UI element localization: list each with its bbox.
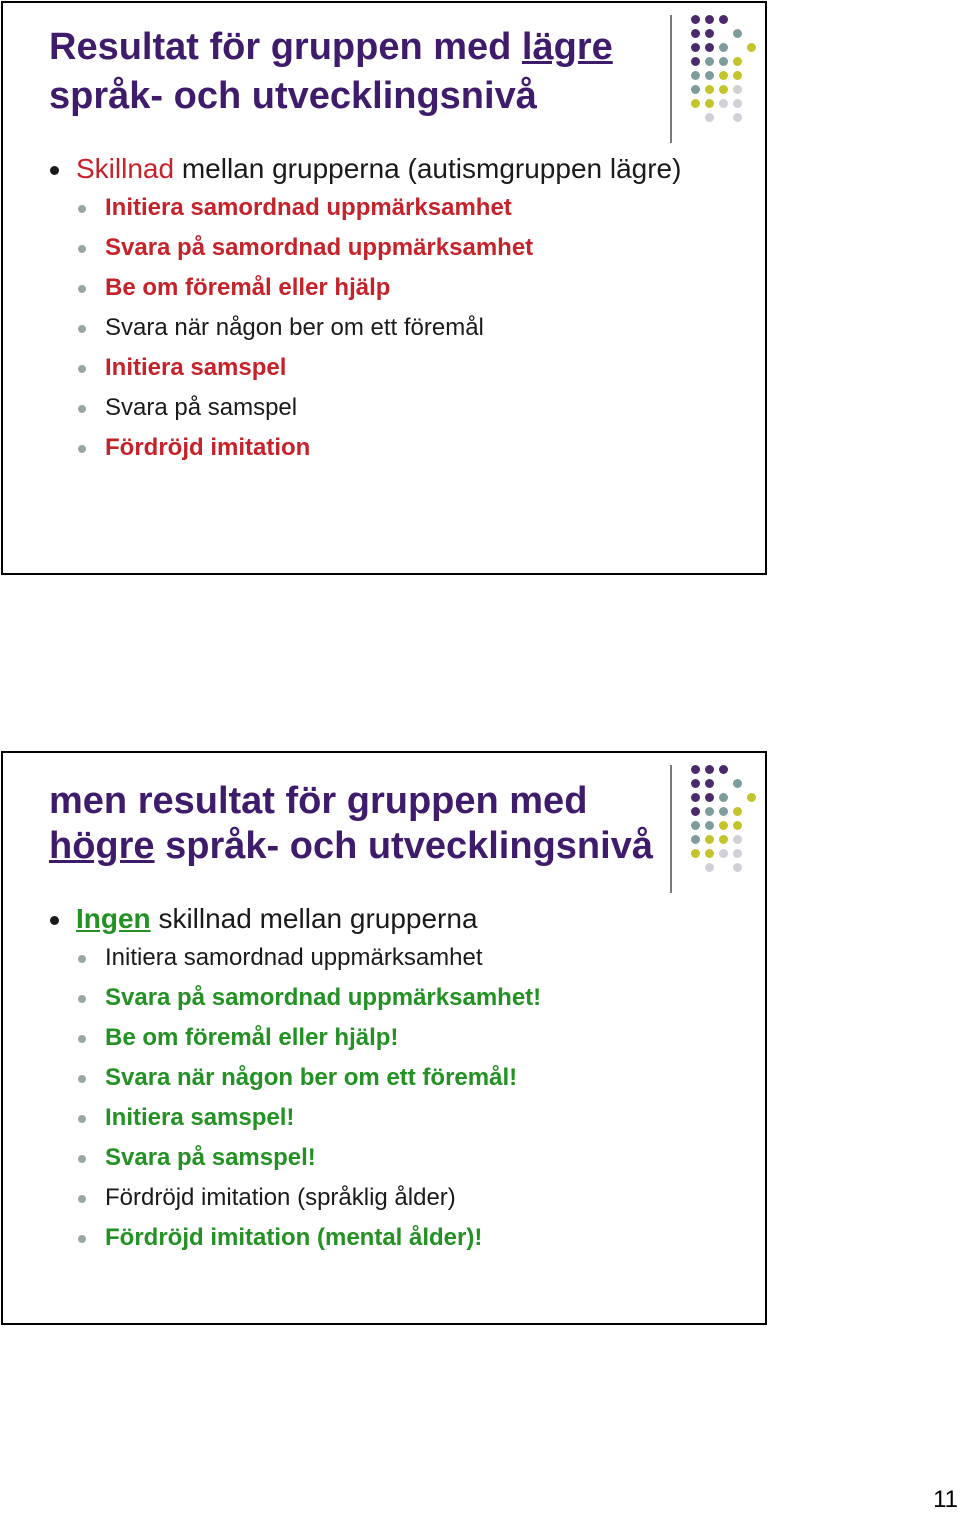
list-item: Initiera samspel: [46, 348, 706, 388]
list-item: Svara på samspel: [46, 388, 706, 428]
main-bullet-highlight: Ingen: [76, 903, 151, 934]
list-item: Initiera samordnad uppmärksamhet: [46, 938, 706, 978]
page-number: 11: [933, 1486, 958, 1513]
list-item: Svara på samordnad uppmärksamhet!: [46, 978, 706, 1018]
title-divider: [670, 765, 672, 893]
slide-1-body: [46, 150, 706, 468]
main-bullet-rest: mellan grupperna (autismgruppen lägre): [174, 153, 682, 184]
list-item: Initiera samspel!: [46, 1098, 706, 1138]
slide-1-title: [49, 23, 669, 121]
main-bullet: [46, 900, 706, 938]
main-bullet-highlight: Skillnad: [76, 153, 175, 184]
decorative-dot-grid: [687, 765, 767, 875]
list-item: Svara när någon ber om ett föremål!: [46, 1058, 706, 1098]
list-item: Fördröjd imitation (språklig ålder): [46, 1178, 706, 1218]
title-line2: språk- och utvecklingsnivå: [49, 75, 537, 117]
list-item: Fördröjd imitation (mental ålder)!: [46, 1218, 706, 1258]
list-item: Be om föremål eller hjälp: [46, 268, 706, 308]
list-item: Svara på samordnad uppmärksamhet: [46, 228, 706, 268]
decorative-dot-grid: [687, 15, 767, 125]
title-underlined-word: högre: [49, 825, 155, 867]
title-divider: [670, 15, 672, 143]
list-item: Be om föremål eller hjälp!: [46, 1018, 706, 1058]
list-item: Fördröjd imitation: [46, 428, 706, 468]
title-line1-prefix: Resultat för gruppen med: [49, 26, 522, 68]
list-item: Initiera samordnad uppmärksamhet: [46, 188, 706, 228]
list-item: Svara när någon ber om ett föremål: [46, 308, 706, 348]
list-item: Svara på samspel!: [46, 1138, 706, 1178]
title-underlined-word: lägre: [521, 26, 613, 68]
main-bullet: [46, 150, 706, 188]
main-bullet-rest: skillnad mellan grupperna: [150, 903, 478, 934]
slide-2-title: [49, 779, 669, 869]
slide-2-body: [46, 900, 706, 1258]
title-line2-rest: språk- och utvecklingsnivå: [154, 825, 653, 867]
title-line1: men resultat för gruppen med: [49, 780, 588, 822]
